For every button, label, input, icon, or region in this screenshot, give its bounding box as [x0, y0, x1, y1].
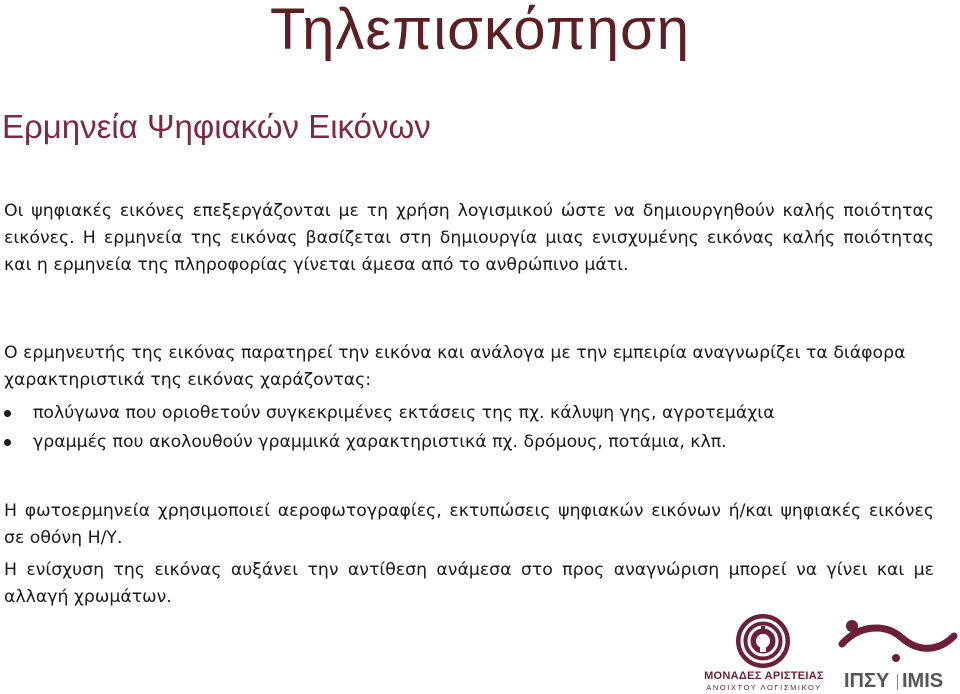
list-item-text: γραμμές που ακολουθούν γραμμικά χαρακτηριστικά πχ. δρόμους, ποτάμια, κλπ. [33, 432, 727, 452]
slide-title: Τηλεπισκόπηση [269, 0, 691, 62]
monades-logo-subtitle: ΑΝΟΙΧΤΟΥ ΛΟΓΙΣΜΙΚΟΥ [706, 683, 822, 692]
monades-aristeias-logo [700, 612, 830, 692]
bullet-icon [4, 410, 11, 417]
bullet-list [0, 399, 940, 457]
imis-logo-text: IMIS [902, 670, 944, 692]
slide-subtitle: Ερμηνεία Ψηφιακών Εικόνων [2, 108, 431, 145]
paragraph-enhancement: Η ενίσχυση της εικόνας αυξάνει την αντίθεση ανάμεσα στο προς αναγνώριση μπορεί να γίνει και με αλλαγή χρωμάτων. [4, 560, 934, 607]
logo-separator [897, 674, 898, 690]
paragraph-digital-images: Οι ψηφιακές εικόνες επεξεργάζονται με τη χρήση λογισμικού ώστε να δημιουργηθούν καλής ποιότητας εικόνες. Η ερμηνεία της εικόνας βασίζεται στη δημιουργία μιας ενισχυμένης εικόνας καλής ποιότητας και η ερμηνεία της πληροφορίας γίνεται άμεσα από το ανθρώπινο μάτι. [4, 201, 934, 275]
ipsy-swoosh-icon [838, 608, 958, 670]
list-item [0, 399, 940, 428]
monades-logo-title: ΜΟΝΑΔΕΣ ΑΡΙΣΤΕΙΑΣ [704, 670, 824, 682]
monades-mark-icon [734, 612, 792, 670]
ipsy-imis-logo [838, 608, 958, 692]
list-item-text: πολύγωνα που οριοθετούν συγκεκριμένες εκτάσεις της πχ. κάλυψη γης, αγροτεμάχια [33, 403, 775, 423]
paragraph-interpreter: Ο ερμηνευτής της εικόνας παρατηρεί την εικόνα και ανάλογα με την εμπειρία αναγνωρίζει τα διάφορα χαρακτηριστικά της εικόνας χαράζοντας: [4, 343, 906, 390]
ipsy-logo-text: ΙΠΣΥ [844, 670, 890, 692]
bullet-icon [4, 439, 11, 446]
paragraph-photointerpretation: Η φωτοερμηνεία χρησιμοποιεί αεροφωτογραφίες, εκτυπώσεις ψηφιακών εικόνων ή/και ψηφιακές εικόνες σε οθόνη Η/Υ. [4, 501, 934, 548]
list-item [0, 428, 940, 457]
